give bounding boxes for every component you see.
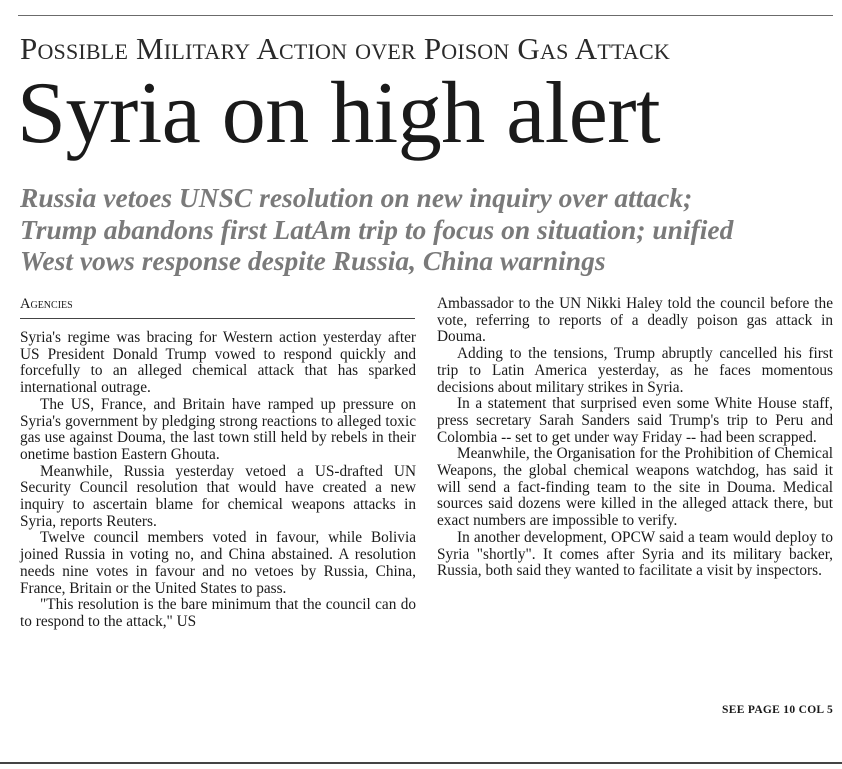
- deck-line: West vows response despite Russia, China warnings: [20, 245, 606, 276]
- paragraph: In a statement that surprised even some White House staff, press secretary Sarah Sanders said Trump's trip to Peru and Colombia -- set to get under way Friday -- had been scrapped.: [437, 395, 833, 446]
- paragraph: Adding to the tensions, Trump abruptly cancelled his first trip to Latin America yesterday, as he faces momentous decisions about military strikes in Syria.: [437, 345, 833, 396]
- kicker: Possible Military Action over Poison Gas Attack: [20, 31, 670, 66]
- byline-rule: [20, 318, 415, 319]
- paragraph: Meanwhile, the Organisation for the Prohibition of Chemical Weapons, the global chemical weapons watchdog, has said it will send a fact-finding team to the site in Douma. Medical sources said dozens were killed in the alleged attack there, but exact numbers are impossible to verify.: [437, 445, 833, 530]
- paragraph: Ambassador to the UN Nikki Haley told the council before the vote, referring to reports of a deadly poison gas attack in Douma.: [437, 295, 833, 346]
- paragraph: In another development, OPCW said a team would deploy to Syria "shortly". It comes after Syria and its military backer, Russia, both said they wanted to facilitate a visit by inspectors.: [437, 528, 833, 580]
- deck: [20, 182, 835, 277]
- paragraph: Meanwhile, Russia yesterday vetoed a US-drafted UN Security Council resolution that would have created a new inquiry to ascertain blame for chemical weapons attacks in Syria, reports Reuters.: [20, 462, 416, 530]
- continuation-jump: SEE PAGE 10 COL 5: [722, 704, 833, 716]
- headline: Syria on high alert: [17, 65, 661, 162]
- paragraph: Syria's regime was bracing for Western action yesterday after US President Donald Trump vowed to respond quickly and forcefully to an alleged chemical attack that has sparked international outrage.: [20, 329, 416, 397]
- article-column-1: [20, 330, 416, 631]
- deck-line: Trump abandons first LatAm trip to focus on situation; unified: [20, 213, 734, 245]
- bottom-rule: [0, 762, 842, 764]
- deck-line: Russia vetoes UNSC resolution on new inquiry over attack;: [20, 182, 693, 213]
- paragraph: "This resolution is the bare minimum that the council can do to respond to the attack," US: [20, 596, 416, 630]
- paragraph: The US, France, and Britain have ramped up pressure on Syria's government by pledging strong reactions to alleged toxic gas use against Douma, the last town still held by rebels in their onetime bastion Eastern Ghouta.: [20, 395, 416, 463]
- byline: Agencies: [20, 296, 73, 312]
- article-column-2: [437, 296, 833, 580]
- paragraph: Twelve council members voted in favour, while Bolivia joined Russia in voting no, and China abstained. A resolution needs nine votes in favour and no vetoes by Russia, China, France, Britain or the United States to pass.: [20, 529, 416, 597]
- top-rule: [18, 15, 833, 16]
